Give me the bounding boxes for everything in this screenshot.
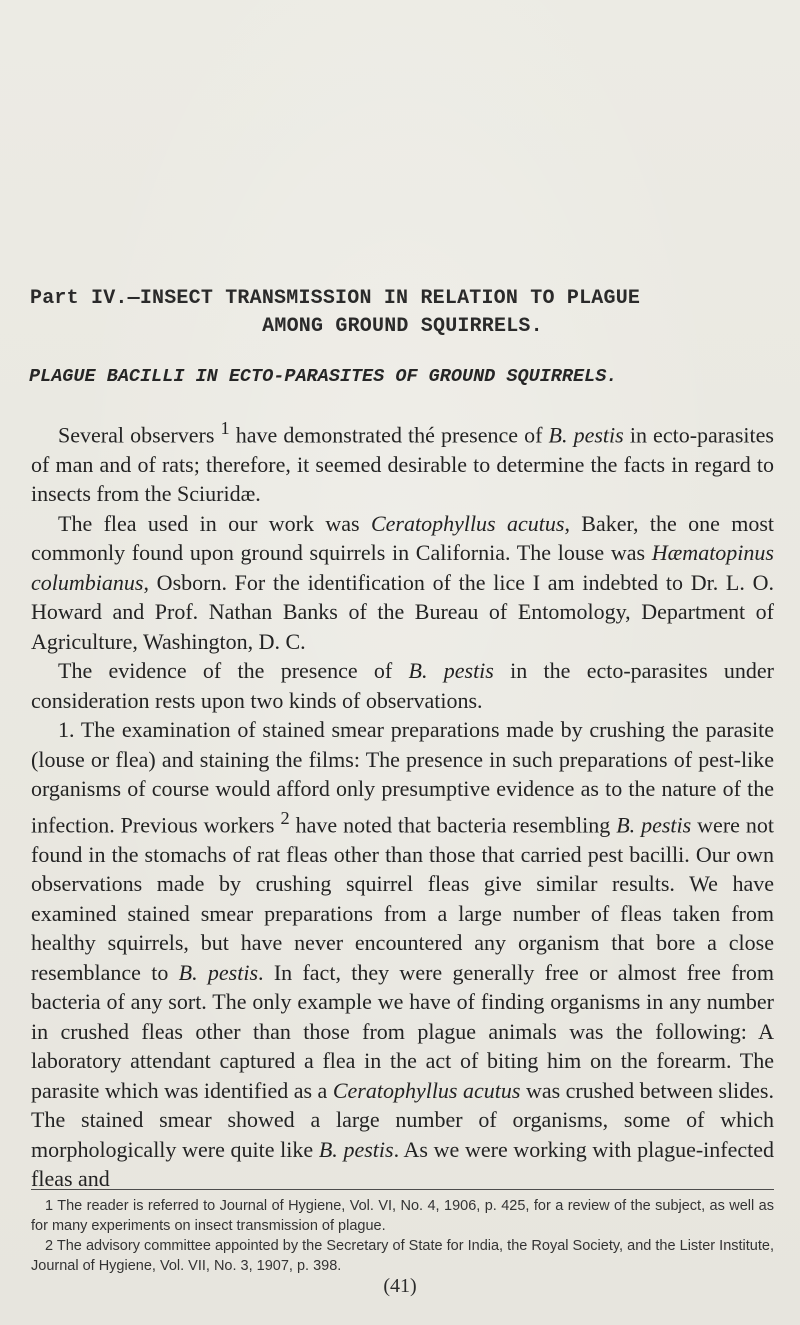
- footnote-ref-1: 1: [220, 418, 230, 438]
- footnote-1: 1 The reader is referred to Journal of Hygiene, Vol. VI, No. 4, 1906, p. 425, for a review of the subject, as well as for many experiments on insect transmission of plague.: [31, 1198, 774, 1234]
- text-run: in the ecto-parasites under consideration rests upon two kinds of observations.: [31, 658, 775, 713]
- text-run: 1. The examination of stained smear preparations made by crushing the parasite (louse or flea) and staining the films: The presence in such preparations of pest-like organisms of course would afford only presumptive evidence as to the nature of the infection. Previous workers: [31, 717, 774, 838]
- text-run: , Osborn. For the identification of the lice I am indebted to Dr. L. O. Howard and Prof. Nathan Banks of the Bureau of Entomology, Department of Agriculture, Washington, D. C.: [31, 569, 774, 654]
- species-name: Hæmatopinus columbianus: [31, 540, 774, 595]
- section-heading: PLAGUE BACILLI IN ECTO-PARASITES OF GROUND SQUIRRELS.: [29, 366, 618, 387]
- part-heading-line-2: AMONG GROUND SQUIRRELS.: [262, 315, 543, 338]
- text-run: The flea used in our work was: [58, 510, 371, 536]
- species-name: Ceratophyllus acutus: [332, 1077, 521, 1103]
- species-name: B. pestis: [548, 422, 624, 448]
- paragraph-2: [31, 509, 774, 657]
- species-name: B. pestis: [408, 658, 494, 684]
- text-run: were not found in the stomachs of rat fleas other than those that carried pest bacilli. Our own observations made by crushing squirrel fleas give similar results. We have examined stained smear preparations from a large number of fleas taken from healthy squirrels, but have never encountered any organism that bore a close resemblance to: [31, 812, 774, 985]
- footnote-2: 2 The advisory committee appointed by the Secretary of State for India, the Royal Society, and the Lister Institute, Journal of Hygiene, Vol. VII, No. 3, 1907, p. 398.: [31, 1238, 774, 1274]
- text-run: was crushed between slides. The stained smear showed a large number of organisms, some of which morphologically were quite like: [31, 1077, 774, 1162]
- species-name: B. pestis: [178, 959, 259, 985]
- text-run: , Baker, the one most commonly found upon ground squirrels in California. The louse was: [31, 510, 774, 566]
- part-heading: [30, 286, 775, 340]
- paragraph-4: [31, 715, 774, 1193]
- text-run: Several observers: [58, 422, 221, 448]
- text-run: have demonstrated thé presence of: [229, 422, 549, 448]
- page-number: (41): [383, 1275, 417, 1297]
- paragraph-3: [31, 656, 774, 715]
- footnotes: [31, 1196, 774, 1276]
- text-run: The evidence of the presence of: [58, 658, 409, 684]
- text-run: . In fact, they were generally free or almost free from bacteria of any sort. The only example we have of finding organisms in any number in crushed fleas other than those from plague animals was the following: A laboratory attendant captured a flea in the act of biting him on the forearm. The parasite which was identified as a: [31, 959, 774, 1103]
- species-name: Ceratophyllus acutus: [370, 510, 565, 536]
- text-run: in ecto-parasites of man and of rats; therefore, it seemed desirable to determine the facts in regard to insects from the Sciuridæ.: [31, 422, 774, 507]
- footnote-divider: [31, 1189, 774, 1190]
- body-text: [31, 414, 774, 1194]
- paragraph-1: [31, 414, 774, 509]
- text-run: have noted that bacteria resembling: [289, 812, 617, 838]
- part-heading-line-1: Part IV.—INSECT TRANSMISSION IN RELATION TO PLAGUE: [30, 287, 641, 310]
- text-run: . As we were working with plague-infected fleas and: [31, 1136, 774, 1192]
- species-name: B. pestis: [616, 812, 692, 838]
- footnote-ref-2: 2: [280, 807, 290, 828]
- species-name: B. pestis: [318, 1136, 394, 1162]
